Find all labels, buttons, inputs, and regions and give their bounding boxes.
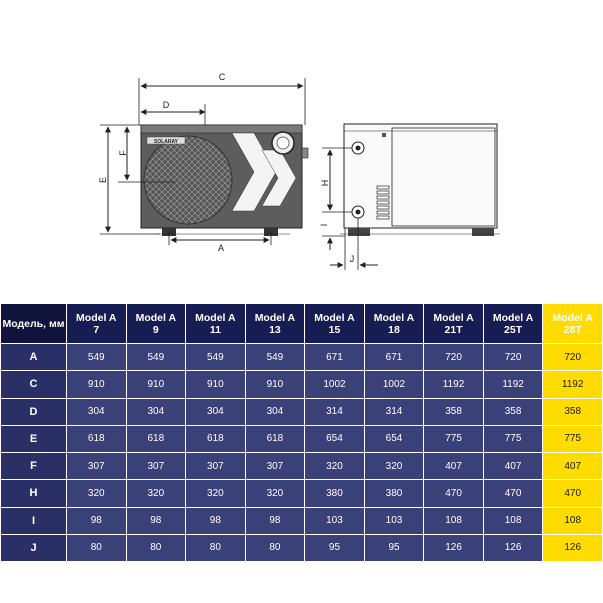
table-cell: 103 — [364, 507, 424, 534]
table-cell: 407 — [424, 453, 484, 480]
table-cell: 470 — [543, 480, 603, 507]
table-cell: 654 — [305, 425, 365, 452]
table-cell: 671 — [305, 344, 365, 371]
model-header-line2: 9 — [152, 323, 159, 336]
table-cell: 618 — [186, 425, 246, 452]
table-cell: 358 — [483, 398, 543, 425]
table-cell: 549 — [245, 344, 305, 371]
model-header-line1: Model A — [552, 311, 593, 324]
table-cell: 98 — [186, 507, 246, 534]
table-cell: 320 — [364, 453, 424, 480]
table-cell: 126 — [424, 534, 484, 561]
table-cell: 320 — [67, 480, 127, 507]
table-cell: 720 — [543, 344, 603, 371]
table-row — [1, 453, 603, 480]
table-cell: 304 — [126, 398, 186, 425]
table-cell: 320 — [186, 480, 246, 507]
table-cell: 407 — [543, 453, 603, 480]
table-cell: 720 — [424, 344, 484, 371]
table-cell: 775 — [543, 425, 603, 452]
spec-table — [0, 303, 603, 562]
table-cell: 304 — [186, 398, 246, 425]
table-cell: 108 — [543, 507, 603, 534]
row-label: J — [1, 534, 67, 561]
model-header-line1: Model A — [314, 311, 355, 324]
model-header-line2: 15 — [328, 323, 341, 336]
row-label: F — [1, 453, 67, 480]
table-header-row — [1, 304, 603, 344]
model-header-line1: Model A — [254, 311, 296, 324]
row-label: E — [1, 425, 67, 452]
table-cell: 80 — [186, 534, 246, 561]
model-header-line1: Model A — [433, 311, 474, 324]
dim-j-label: J — [349, 254, 355, 264]
table-cell: 380 — [364, 480, 424, 507]
table-cell: 1192 — [483, 371, 543, 398]
table-cell: 910 — [67, 371, 127, 398]
model-header-line2: 28T — [563, 323, 582, 336]
table-cell: 304 — [245, 398, 305, 425]
model-header — [305, 304, 365, 344]
table-cell: 320 — [126, 480, 186, 507]
table-cell: 304 — [67, 398, 127, 425]
dim-i-label: I — [319, 223, 329, 227]
table-cell: 126 — [483, 534, 543, 561]
table-row — [1, 480, 603, 507]
row-label: A — [1, 344, 67, 371]
front-view — [98, 72, 308, 253]
table-cell: 910 — [186, 371, 246, 398]
table-cell: 671 — [364, 344, 424, 371]
table-cell: 314 — [305, 398, 365, 425]
table-cell: 314 — [364, 398, 424, 425]
model-header — [186, 304, 246, 344]
model-header-line2: 7 — [93, 323, 100, 336]
table-cell: 775 — [424, 425, 484, 452]
table-cell: 307 — [67, 453, 127, 480]
param-header: Модель, мм — [1, 304, 67, 344]
model-header-line2: 13 — [269, 323, 281, 336]
table-cell: 618 — [67, 425, 127, 452]
model-header-line2: 25T — [504, 323, 523, 336]
model-header-line1: Model A — [76, 311, 117, 324]
model-header — [67, 304, 127, 344]
dim-a-label: A — [217, 243, 225, 253]
dim-h-label: H — [320, 179, 330, 187]
model-header — [483, 304, 543, 344]
table-cell: 654 — [364, 425, 424, 452]
model-header — [126, 304, 186, 344]
table-cell: 1002 — [305, 371, 365, 398]
model-header — [543, 304, 603, 344]
table-cell: 549 — [126, 344, 186, 371]
table-cell: 307 — [126, 453, 186, 480]
table-row — [1, 507, 603, 534]
table-cell: 320 — [305, 453, 365, 480]
table-cell: 618 — [126, 425, 186, 452]
model-header-line1: Model A — [373, 311, 415, 324]
table-cell: 1002 — [364, 371, 424, 398]
table-row — [1, 534, 603, 561]
table-cell: 108 — [483, 507, 543, 534]
table-cell: 358 — [424, 398, 484, 425]
table-cell: 307 — [245, 453, 305, 480]
table-cell: 80 — [67, 534, 127, 561]
table-cell: 1192 — [424, 371, 484, 398]
table-cell: 618 — [245, 425, 305, 452]
table-cell: 470 — [424, 480, 484, 507]
table-cell: 910 — [245, 371, 305, 398]
table-row — [1, 398, 603, 425]
model-header-line2: 18 — [388, 323, 400, 336]
table-cell: 98 — [126, 507, 186, 534]
table-cell: 549 — [67, 344, 127, 371]
table-cell: 307 — [186, 453, 246, 480]
side-view — [319, 124, 500, 270]
table-cell: 80 — [245, 534, 305, 561]
dim-c-label: C — [218, 72, 226, 82]
table-row — [1, 371, 603, 398]
dim-f-label: F — [118, 150, 128, 156]
table-cell: 320 — [245, 480, 305, 507]
table-cell: 95 — [305, 534, 365, 561]
brand-logo: SOLARAY — [154, 139, 178, 145]
table-cell: 95 — [364, 534, 424, 561]
model-header-line1: Model A — [492, 311, 534, 324]
model-header — [364, 304, 424, 344]
table-cell: 358 — [543, 398, 603, 425]
table-cell: 1192 — [543, 371, 603, 398]
table-row — [1, 425, 603, 452]
table-body — [1, 344, 603, 562]
model-header-line2: 11 — [209, 323, 221, 336]
model-header-line1: Model A — [195, 311, 236, 324]
table-cell: 910 — [126, 371, 186, 398]
model-header-line1: Model A — [135, 311, 177, 324]
table-cell: 549 — [186, 344, 246, 371]
table-cell: 98 — [67, 507, 127, 534]
dim-e-label: E — [98, 176, 108, 184]
row-label: I — [1, 507, 67, 534]
dimension-drawing — [0, 0, 603, 300]
table-cell: 103 — [305, 507, 365, 534]
model-header — [245, 304, 305, 344]
table-cell: 720 — [483, 344, 543, 371]
table-cell: 380 — [305, 480, 365, 507]
side-body — [344, 124, 497, 228]
row-label: C — [1, 371, 67, 398]
table-cell: 98 — [245, 507, 305, 534]
table-cell: 470 — [483, 480, 543, 507]
row-label: H — [1, 480, 67, 507]
model-header-line2: 21T — [444, 323, 463, 336]
table-cell: 775 — [483, 425, 543, 452]
fan-grille — [144, 136, 232, 224]
table-row — [1, 344, 603, 371]
table-cell: 126 — [543, 534, 603, 561]
table-cell: 80 — [126, 534, 186, 561]
dim-d-label: D — [162, 100, 170, 110]
model-header — [424, 304, 484, 344]
table-cell: 108 — [424, 507, 484, 534]
table-cell: 407 — [483, 453, 543, 480]
row-label: D — [1, 398, 67, 425]
